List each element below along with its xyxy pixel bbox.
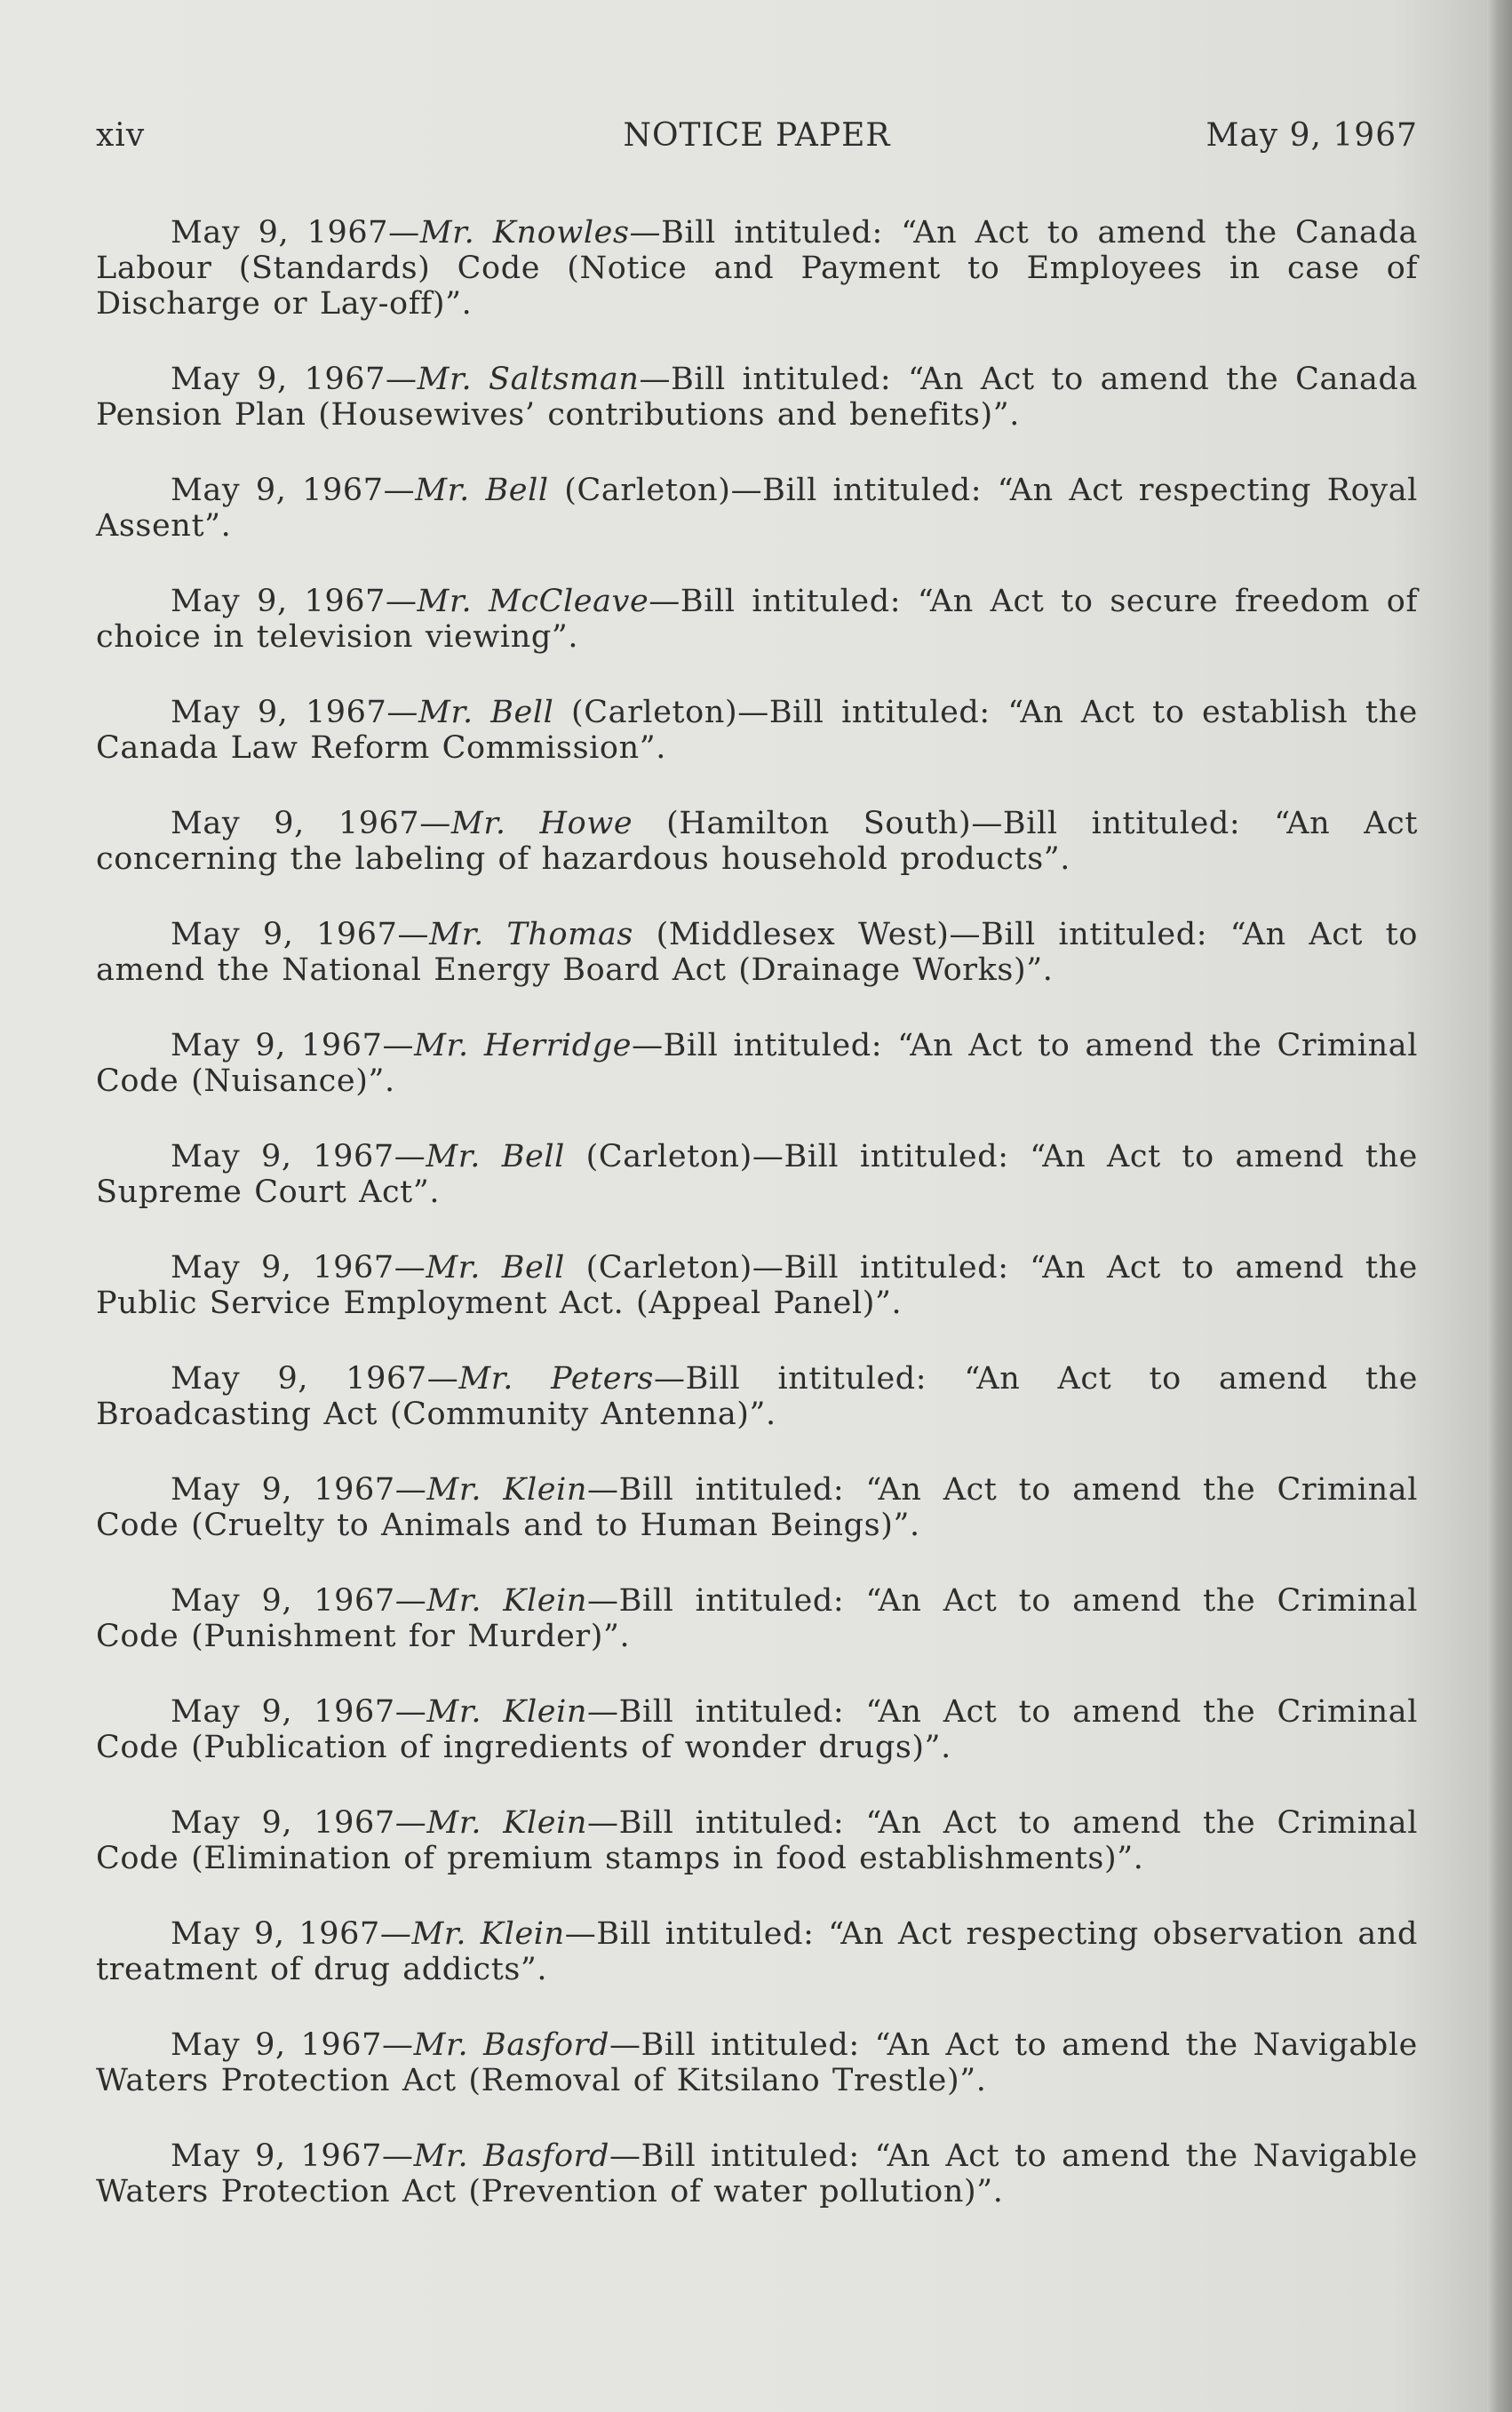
entry-member: Mr. Bell [426,1250,565,1286]
notice-entries [96,215,1418,2249]
notice-entry: May 9, 1967—Mr. Knowles—Bill intituled: “An Act to amend the Canada Labour (Standards) Code (Notice and Payment to Employees in case of Discharge or Lay-off)”. [96,215,1418,322]
entry-date: May 9, 1967 [171,215,389,251]
entry-member: Mr. Klein [426,1694,588,1730]
entry-text: Bill intituled: “An Act respecting Royal Assent”. [96,473,1418,544]
entry-member: Mr. Basford [413,2027,609,2063]
entry-date: May 9, 1967 [171,806,420,841]
entry-member: Mr. Peters [458,1361,654,1397]
entry-date: May 9, 1967 [171,473,384,508]
notice-entry: May 9, 1967—Mr. McCleave—Bill intituled: “An Act to secure freedom of choice in television viewing”. [96,584,1418,655]
notice-entry: May 9, 1967—Mr. Peters—Bill intituled: “An Act to amend the Broadcasting Act (Community Antenna)”. [96,1361,1419,1432]
entry-text: Bill intituled: “An Act to amend the Criminal Code (Elimination of premium stamps in food establishments)”. [96,1805,1418,1876]
entry-date: May 9, 1967 [171,584,386,619]
notice-entry: May 9, 1967—Mr. Klein—Bill intituled: “An Act to amend the Criminal Code (Elimination of premium stamps in food establishments)”. [96,1805,1418,1876]
entry-text: Bill intituled: “An Act to amend the Supreme Court Act”. [96,1139,1418,1210]
notice-entry: May 9, 1967—Mr. Basford—Bill intituled: “An Act to amend the Navigable Waters Protection Act (Removal of Kitsilano Trestle)”. [96,2027,1418,2098]
notice-entry: May 9, 1967—Mr. Bell (Carleton)—Bill intituled: “An Act to amend the Public Service Employment Act. (Appeal Panel)”. [96,1250,1418,1321]
notice-entry: May 9, 1967—Mr. Bell (Carleton)—Bill intituled: “An Act to amend the Supreme Court Act”. [96,1139,1418,1210]
entry-text: Bill intituled: “An Act to amend the Criminal Code (Nuisance)”. [96,1028,1419,1099]
entry-text: Bill intituled: “An Act to amend the Public Service Employment Act. (Appeal Panel)”. [96,1250,1418,1321]
entry-text: Bill intituled: “An Act to amend the National Energy Board Act (Drainage Works)”. [96,917,1419,988]
entry-text: Bill intituled: “An Act to establish the Canada Law Reform Commission”. [96,695,1418,766]
entry-date: May 9, 1967 [171,1472,395,1508]
entry-date: May 9, 1967 [171,2138,382,2174]
entry-text: Bill intituled: “An Act to amend the Navigable Waters Protection Act (Prevention of water pollution)”. [96,2138,1418,2209]
entry-text: Bill intituled: “An Act to amend the Criminal Code (Publication of ingredients of wonder drugs)”. [96,1694,1418,1765]
entry-member: Mr. Saltsman [417,362,640,397]
notice-entry: May 9, 1967—Mr. Klein—Bill intituled: “An Act to amend the Criminal Code (Cruelty to Animals and to Human Beings)”. [96,1472,1418,1543]
entry-constituency: (Carleton) [553,695,738,730]
entry-date: May 9, 1967 [171,1361,427,1397]
notice-entry: May 9, 1967—Mr. Bell (Carleton)—Bill intituled: “An Act respecting Royal Assent”. [96,473,1418,544]
entry-member: Mr. Basford [413,2138,609,2174]
notice-entry: May 9, 1967—Mr. Thomas (Middlesex West)—Bill intituled: “An Act to amend the National Energy Board Act (Drainage Works)”. [96,917,1419,988]
entry-text: Bill intituled: “An Act to secure freedom of choice in television viewing”. [96,584,1418,655]
entry-member: Mr. Bell [426,1139,565,1174]
entry-member: Mr. Klein [426,1805,588,1841]
entry-text: Bill intituled: “An Act to amend the Broadcasting Act (Community Antenna)”. [96,1361,1419,1432]
entry-text: Bill intituled: “An Act concerning the labeling of hazardous household products”. [96,806,1418,877]
entry-text: Bill intituled: “An Act to amend the Criminal Code (Punishment for Murder)”. [96,1583,1418,1654]
entry-date: May 9, 1967 [171,1028,383,1063]
page-number: xiv [96,117,146,154]
notice-entry: May 9, 1967—Mr. Klein—Bill intituled: “An Act respecting observation and treatment of drug addicts”. [96,1916,1419,1987]
entry-member: Mr. Herridge [414,1028,633,1063]
entry-text: Bill intituled: “An Act to amend the Canada Pension Plan (Housewives’ contributions and benefits)”. [96,362,1419,433]
entry-text: Bill intituled: “An Act to amend the Canada Labour (Standards) Code (Notice and Payment to Employees in case of Discharge or Lay-off)”. [96,215,1418,322]
entry-member: Mr. Thomas [429,917,633,952]
entry-date: May 9, 1967 [171,1916,380,1952]
entry-member: Mr. McCleave [417,584,649,619]
entry-text: Bill intituled: “An Act respecting observation and treatment of drug addicts”. [96,1916,1419,1987]
entry-text: Bill intituled: “An Act to amend the Criminal Code (Cruelty to Animals and to Human Beings)”. [96,1472,1418,1543]
page-binding-edge [1487,0,1512,2412]
notice-entry: May 9, 1967—Mr. Basford—Bill intituled: “An Act to amend the Navigable Waters Protection Act (Prevention of water pollution)”. [96,2138,1418,2209]
entry-date: May 9, 1967 [171,917,398,952]
entry-date: May 9, 1967 [171,1583,395,1619]
notice-entry: May 9, 1967—Mr. Klein—Bill intituled: “An Act to amend the Criminal Code (Publication of ingredients of wonder drugs)”. [96,1694,1418,1765]
notice-entry: May 9, 1967—Mr. Bell (Carleton)—Bill intituled: “An Act to establish the Canada Law Reform Commission”. [96,695,1418,766]
entry-member: Mr. Bell [415,473,549,508]
entry-member: Mr. Knowles [419,215,630,251]
notice-entry: May 9, 1967—Mr. Saltsman—Bill intituled: “An Act to amend the Canada Pension Plan (Housewives’ contributions and benefits)”. [96,362,1419,433]
entry-constituency: (Carleton) [564,1250,752,1286]
entry-constituency: (Carleton) [564,1139,752,1174]
entry-member: Mr. Klein [426,1583,588,1619]
entry-constituency: (Carleton) [548,473,731,508]
entry-date: May 9, 1967 [171,1250,394,1286]
notice-entry: May 9, 1967—Mr. Herridge—Bill intituled: “An Act to amend the Criminal Code (Nuisance)”. [96,1028,1419,1099]
notice-entry: May 9, 1967—Mr. Klein—Bill intituled: “An Act to amend the Criminal Code (Punishment for Murder)”. [96,1583,1418,1654]
page-header [96,117,1418,162]
entry-date: May 9, 1967 [171,695,387,730]
entry-date: May 9, 1967 [171,1805,395,1841]
entry-constituency: (Hamilton South) [633,806,972,841]
page-title: NOTICE PAPER [623,117,891,154]
entry-text: Bill intituled: “An Act to amend the Navigable Waters Protection Act (Removal of Kitsilano Trestle)”. [96,2027,1418,2098]
notice-entry: May 9, 1967—Mr. Howe (Hamilton South)—Bill intituled: “An Act concerning the labeling of hazardous household products”. [96,806,1418,877]
entry-member: Mr. Klein [411,1916,565,1952]
entry-constituency: (Middlesex West) [633,917,950,952]
header-date: May 9, 1967 [1206,117,1418,154]
entry-member: Mr. Bell [418,695,554,730]
entry-date: May 9, 1967 [171,1694,395,1730]
entry-date: May 9, 1967 [171,1139,394,1174]
entry-date: May 9, 1967 [171,2027,382,2063]
entry-member: Mr. Klein [426,1472,588,1508]
entry-date: May 9, 1967 [171,362,386,397]
entry-member: Mr. Howe [450,806,633,841]
